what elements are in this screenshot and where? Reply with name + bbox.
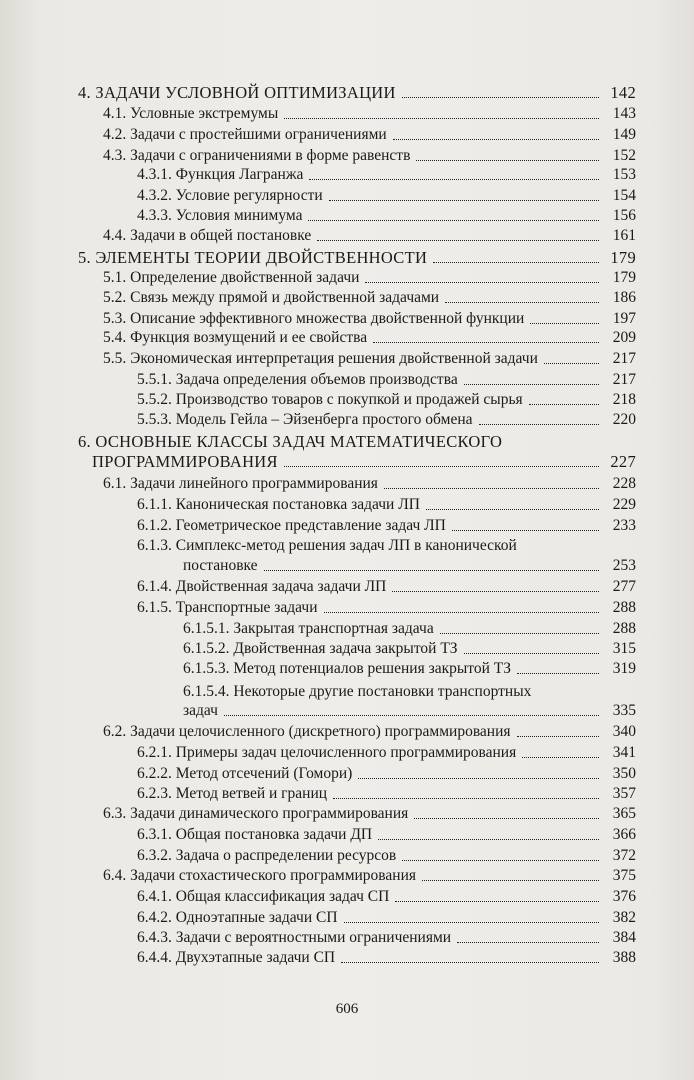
toc-entry-title: 5.5.1. Задача определения объемов производства	[137, 371, 458, 388]
toc-entry-title: 4. ЗАДАЧИ УСЛОВНОЙ ОПТИМИЗАЦИИ	[78, 83, 396, 102]
toc-entry-page: 149	[612, 126, 636, 143]
toc-entry-title: 4.3. Задачи с ограничениями в форме равенств	[103, 147, 411, 164]
toc-entry-page: 186	[612, 289, 636, 306]
toc-entry-page: 218	[612, 391, 636, 408]
leader-dots	[395, 901, 599, 902]
toc-entry-title: 4.2. Задачи с простейшими ограничениями	[103, 126, 387, 143]
toc-entry	[183, 702, 636, 720]
leader-dots	[224, 715, 599, 716]
toc-entry-title: 6.2.3. Метод ветвей и границ	[137, 785, 328, 802]
leader-dots	[309, 179, 599, 180]
toc-entry-page: 372	[612, 847, 636, 864]
toc-entry-title: 6.4.4. Двухэтапные задачи СП	[137, 949, 336, 966]
toc-entry-title: 6.3.1. Общая постановка задачи ДП	[137, 826, 373, 843]
toc-entry	[137, 909, 636, 927]
toc-entry	[92, 453, 636, 471]
toc-entry	[137, 744, 636, 762]
toc-entry	[103, 475, 636, 493]
leader-dots	[344, 922, 599, 923]
toc-entry	[137, 517, 636, 535]
toc-entry	[103, 867, 636, 885]
leader-dots	[416, 160, 599, 161]
toc-entry-title: 6.1.5.2. Двойственная задача закрытой ТЗ	[183, 640, 458, 657]
toc-entry-title-continued: постановке	[183, 557, 258, 574]
leader-dots	[426, 509, 599, 510]
toc-entry-title: 6.4. Задачи стохастического программирования	[103, 867, 417, 884]
toc-entry-title: 6.4.3. Задачи с вероятностными ограничениями	[137, 929, 452, 946]
toc-entry-page: 143	[612, 105, 636, 122]
toc-entry-page: 384	[612, 929, 636, 946]
toc-entry	[103, 147, 636, 165]
toc-entry	[137, 599, 636, 617]
toc-entry-page: 365	[612, 805, 636, 822]
leader-dots	[358, 778, 599, 779]
leader-dots	[308, 220, 599, 221]
leader-dots	[378, 839, 599, 840]
toc-entry	[103, 350, 636, 368]
toc-entry	[137, 826, 636, 844]
leader-dots	[341, 962, 599, 963]
leader-dots	[529, 404, 599, 405]
toc-entry-title: 6.1.2. Геометрическое представление задач ЛП	[137, 517, 446, 534]
leader-dots	[464, 653, 599, 654]
toc-entry	[103, 227, 636, 245]
toc-entry-page: 357	[612, 785, 636, 802]
leader-dots	[530, 323, 599, 324]
toc-entry-title: 6.1.5. Транспортные задачи	[137, 599, 318, 616]
leader-dots	[402, 860, 599, 861]
toc-entry-title: 6.1. Задачи линейного программирования	[103, 475, 378, 492]
toc-entry-title: 6.2.1. Примеры задач целочисленного программирования	[137, 744, 517, 761]
toc-entry-title: 6.1.1. Каноническая постановка задачи ЛП	[137, 496, 420, 513]
toc-entry-title: 4.3.2. Условие регулярности	[137, 187, 323, 204]
toc-entry-page: 228	[612, 475, 636, 492]
toc-entry	[103, 723, 636, 741]
toc-entry-page: 375	[612, 867, 636, 884]
toc-entry	[137, 578, 636, 596]
leader-dots	[317, 240, 599, 241]
toc-entry-title: 6.1.4. Двойственная задача задачи ЛП	[137, 578, 387, 595]
toc-entry-title: 6.2.2. Метод отсечений (Гомори)	[137, 765, 353, 782]
leader-dots	[522, 757, 599, 758]
toc-entry-title: 6.3. Задачи динамического программирования	[103, 805, 409, 822]
leader-dots	[445, 302, 599, 303]
toc-entry-page: 315	[612, 640, 636, 657]
toc-entry-title: 6.2. Задачи целочисленного (дискретного) программирования	[103, 723, 511, 740]
toc-entry	[137, 929, 636, 947]
toc-entry	[103, 329, 636, 347]
toc-entry-title: 6. ОСНОВНЫЕ КЛАССЫ ЗАДАЧ МАТЕМАТИЧЕСКОГО	[78, 432, 503, 451]
toc-entry-title: 6.3.2. Задача о распределении ресурсов	[137, 847, 397, 864]
leader-dots	[517, 673, 599, 674]
toc-entry-title: 6.1.5.1. Закрытая транспортная задача	[183, 620, 434, 637]
toc-entry-page: 388	[612, 949, 636, 966]
leader-dots	[414, 818, 599, 819]
leader-dots	[440, 633, 599, 634]
toc-entry-page: 366	[612, 826, 636, 843]
toc-entry-page: 227	[610, 452, 636, 471]
toc-entry-title-continued: задач	[183, 702, 218, 719]
toc-entry-title: 4.3.1. Функция Лагранжа	[137, 166, 304, 183]
toc-entry-title: 6.4.1. Общая классификация задач СП	[137, 888, 390, 905]
leader-dots	[264, 570, 599, 571]
toc-entry-title-continued: ПРОГРАММИРОВАНИЯ	[92, 452, 278, 471]
toc-entry-page: 229	[612, 496, 636, 513]
toc-entry-page: 179	[612, 269, 636, 286]
toc-entry-page: 319	[612, 660, 636, 677]
leader-dots	[384, 488, 599, 489]
toc-entry-page: 179	[610, 248, 636, 267]
toc-entry-page: 220	[612, 411, 636, 428]
toc-entry-title: 5.5.3. Модель Гейла – Эйзенберга простого обмена	[137, 411, 473, 428]
toc-entry-page: 154	[612, 187, 636, 204]
toc-entry-page: 217	[612, 350, 636, 367]
toc-entry	[137, 496, 636, 514]
toc-entry-page: 376	[612, 888, 636, 905]
toc-entry	[137, 847, 636, 865]
toc-entry	[137, 765, 636, 783]
leader-dots	[479, 424, 599, 425]
leader-dots	[402, 97, 599, 98]
toc-entry	[103, 289, 636, 307]
toc-entry-title: 6.1.5.3. Метод потенциалов решения закрытой ТЗ	[183, 660, 511, 677]
toc-entry-title: 4.3.3. Условия минимума	[137, 207, 303, 224]
toc-entry-title: 5.1. Определение двойственной задачи	[103, 269, 360, 286]
toc-entry	[137, 166, 636, 184]
toc-entry-title: 4.1. Условные экстремумы	[103, 105, 279, 122]
leader-dots	[422, 880, 599, 881]
toc-entry	[103, 126, 636, 144]
leader-dots	[392, 591, 599, 592]
toc-entry-page: 382	[612, 909, 636, 926]
toc-entry	[103, 805, 636, 823]
toc-entry-title: 5.2. Связь между прямой и двойственной задачами	[103, 289, 440, 306]
toc-entry	[103, 269, 636, 287]
toc-entry	[137, 391, 636, 409]
leader-dots	[457, 942, 599, 943]
toc-entry-page: 197	[612, 310, 636, 327]
toc-entry	[183, 640, 636, 658]
toc-entry	[137, 207, 636, 225]
toc-entry-page: 340	[612, 723, 636, 740]
toc-entry	[137, 785, 636, 803]
leader-dots	[452, 530, 599, 531]
toc-entry-page: 335	[612, 702, 636, 719]
toc-entry-page: 350	[612, 765, 636, 782]
leader-dots	[464, 384, 599, 385]
toc-entry-page: 233	[612, 517, 636, 534]
toc-entry-page: 142	[610, 83, 636, 102]
toc-entry	[137, 949, 636, 967]
toc-entry-title: 4.4. Задачи в общей постановке	[103, 227, 312, 244]
toc-entry-title: 5.4. Функция возмущений и ее свойства	[103, 329, 368, 346]
leader-dots	[544, 363, 599, 364]
leader-dots	[365, 282, 599, 283]
toc-entry-page: 153	[612, 166, 636, 183]
toc-entry-title: 5.5.2. Производство товаров с покупкой и продажей сырья	[137, 391, 523, 408]
toc-entry-title: 6.4.2. Одноэтапные задачи СП	[137, 909, 338, 926]
toc-entry	[183, 557, 636, 575]
toc-entry	[137, 888, 636, 906]
toc-entry-page: 277	[612, 578, 636, 595]
leader-dots	[284, 118, 599, 119]
toc-entry	[103, 310, 636, 328]
leader-dots	[373, 342, 599, 343]
toc-entry	[78, 249, 636, 267]
leader-dots	[393, 139, 599, 140]
toc-entry-title: 5.5. Экономическая интерпретация решения двойственной задачи	[103, 350, 538, 367]
toc-entry-page: 156	[612, 207, 636, 224]
leader-dots	[433, 262, 599, 263]
toc-entry	[137, 411, 636, 429]
toc-entry	[183, 620, 636, 638]
toc-entry-page: 253	[612, 557, 636, 574]
toc-entry-page: 209	[612, 329, 636, 346]
toc-entry	[137, 187, 636, 205]
toc-entry-page: 152	[612, 147, 636, 164]
toc-entry-page: 341	[612, 744, 636, 761]
toc-entry-title: 5.3. Описание эффективного множества двойственной функции	[103, 310, 525, 327]
toc-entry	[183, 660, 636, 678]
toc-entry-page: 161	[612, 227, 636, 244]
leader-dots	[333, 798, 599, 799]
toc-entry-title: 6.1.5.4. Некоторые другие постановки транспортных	[183, 683, 532, 700]
toc-entry-page: 288	[612, 620, 636, 637]
toc-entry-page: 217	[612, 371, 636, 388]
toc-entry-page: 288	[612, 599, 636, 616]
toc-entry	[137, 371, 636, 389]
leader-dots	[324, 612, 600, 613]
leader-dots	[517, 736, 599, 737]
leader-dots	[284, 466, 599, 467]
toc-entry	[103, 105, 636, 123]
leader-dots	[329, 200, 599, 201]
page-number: 606	[335, 1001, 359, 1017]
toc-entry-title: 5. ЭЛЕМЕНТЫ ТЕОРИИ ДВОЙСТВЕННОСТИ	[78, 248, 428, 267]
toc-entry	[78, 84, 636, 102]
toc-entry-title: 6.1.3. Симплекс-метод решения задач ЛП в канонической	[137, 537, 517, 554]
